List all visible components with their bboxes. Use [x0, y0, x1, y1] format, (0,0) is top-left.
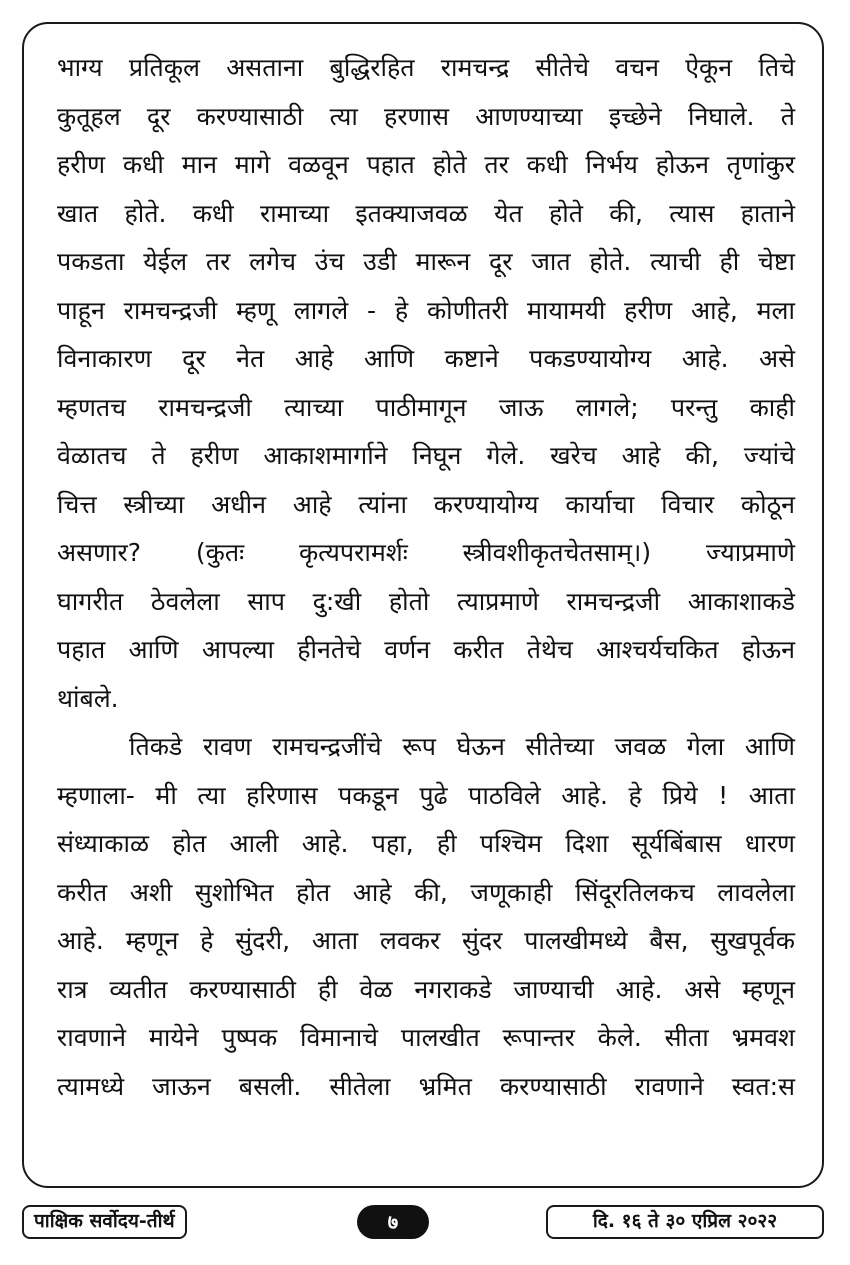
text-line: भाग्य प्रतिकूल असताना बुद्धिरहित रामचन्द्र सीतेचे वचन ऐकून तिचे: [57, 53, 795, 82]
text-line: आहे. म्हणून हे सुंदरी, आता लवकर सुंदर पालखीमध्ये बैस, सुखपूर्वक: [57, 926, 795, 955]
text-line: करीत अशी सुशोभित होत आहे की, जणूकाही सिंदूरतिलकच लावलेला: [57, 877, 795, 907]
text-line: म्हणाला- मी त्या हरिणास पकडून पुढे पाठविले आहे. हे प्रिये ! आता: [57, 780, 795, 810]
paragraph-start-line: तिकडे रावण रामचन्द्रजींचे रूप घेऊन सीतेच्या जवळ गेला आणि: [129, 732, 795, 761]
text-line: रात्र व्यतीत करण्यासाठी ही वेळ नगराकडे जाण्याची आहे. असे म्हणून: [57, 974, 795, 1004]
text-line: घागरीत ठेवलेला साप दु:खी होतो त्याप्रमाणे रामचन्द्रजी आकाशाकडे: [57, 586, 795, 616]
text-line: हरीण कधी मान मागे वळवून पहात होते तर कधी निर्भय होऊन तृणांकुर: [57, 150, 795, 179]
article-body: [57, 44, 795, 1111]
text-line: असणार? (कुतः कृत्यपरामर्शः स्त्रीवशीकृतचेतसाम्।) ज्याप्रमाणे: [57, 538, 795, 567]
page-number-badge: ७: [357, 1205, 429, 1239]
text-line: त्यामध्ये जाऊन बसली. सीतेला भ्रमित करण्यासाठी रावणाने स्वत:स: [57, 1071, 795, 1101]
text-line: म्हणतच रामचन्द्रजी त्याच्या पाठीमागून जाऊ लागले; परन्तु काही: [57, 392, 795, 422]
text-line: खात होते. कधी रामाच्या इतक्याजवळ येत होते की, त्यास हाताने: [57, 198, 795, 228]
text-line: संध्याकाळ होत आली आहे. पहा, ही पश्चिम दिशा सूर्यबिंबास धारण: [57, 829, 795, 858]
text-line: पकडता येईल तर लगेच उंच उडी मारून दूर जात होते. त्याची ही चेष्टा: [57, 247, 795, 276]
text-line: पाहून रामचन्द्रजी म्हणू लागले - हे कोणीतरी मायामयी हरीण आहे, मला: [57, 295, 795, 325]
text-line: रावणाने मायेने पुष्पक विमानाचे पालखीत रूपान्तर केले. सीता भ्रमवश: [57, 1023, 795, 1052]
issue-date-box: दि. १६ ते ३० एप्रिल २०२२: [546, 1205, 824, 1239]
text-line: वेळातच ते हरीण आकाशमार्गाने निघून गेले. खरेच आहे की, ज्यांचे: [57, 441, 795, 470]
text-line: थांबले.: [57, 683, 119, 713]
text-line: चित्त स्त्रीच्या अधीन आहे त्यांना करण्यायोग्य कार्याचा विचार कोठून: [57, 489, 795, 519]
text-line: विनाकारण दूर नेत आहे आणि कष्टाने पकडण्यायोग्य आहे. असे: [57, 344, 795, 373]
text-line: कुतूहल दूर करण्यासाठी त्या हरणास आणण्याच्या इच्छेने निघाले. ते: [57, 101, 795, 131]
publication-name-box: पाक्षिक सर्वोदय-तीर्थ: [22, 1205, 187, 1239]
text-line: पहात आणि आपल्या हीनतेचे वर्णन करीत तेथेच आश्चर्यचकित होऊन: [57, 635, 795, 664]
